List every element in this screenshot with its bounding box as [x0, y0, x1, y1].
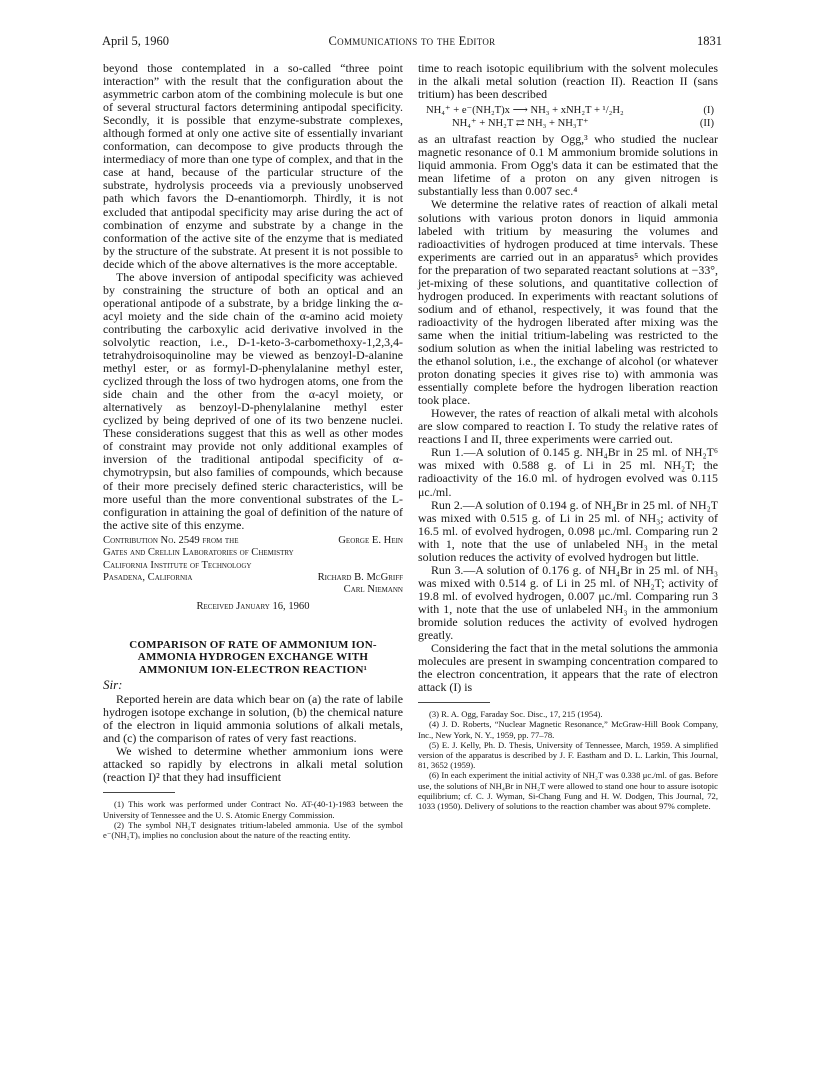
salutation: Sir: — [103, 676, 123, 692]
equation-label: (I) — [703, 105, 714, 117]
header-date: April 5, 1960 — [102, 34, 170, 48]
affiliation-line: Gates and Crellin Laboratories of Chemistry — [103, 547, 294, 559]
paragraph: beyond those contemplated in a so-called “three point interaction” with the result that the configuration about the asymmetric carbon atom of the combining molecule is but one of several structural factors determining antipodal specificity. Secondly, it is possible that enzyme-substrate complexes, although formed at only one active site of essentially invariant conformation, can decompose to give products through the intermediacy of more than one type of complex, and that in the case at hand, because of the particular structure of the substrate, hydrolysis proceeds via a previously unobserved path which favors the D-enantiomorph. Thirdly, it is not excluded that antipodal specificity may arise during the act of combination of enzyme and substrate by a change in the conformation of the active site of the enzyme that is mediated by the structure of the substrate. At present it is not possible to decide which of the above alternatives is the more acceptable. — [103, 61, 403, 271]
footnote: (5) E. J. Kelly, Ph. D. Thesis, University of Tennessee, March, 1959. A simplified version of the apparatus is described by J. F. Eastham and D. L. Larkin, This Journal, 81, 3652 (1959). — [418, 739, 718, 771]
equation-1 — [418, 104, 718, 117]
run-paragraph — [418, 446, 718, 498]
run-text: —A solution of 0.145 g. NH₄Br in 25 ml. of NH₂T⁶ was mixed with 0.588 g. of Li in 25 ml. NH₂T; the radioactivity of the 16.0 ml. of hydrogen evolved was 0.115 μc./ml. — [418, 445, 718, 499]
footnote: (3) R. A. Ogg, Faraday Soc. Disc., 17, 215 (1954). — [429, 709, 603, 720]
footnote: (4) J. D. Roberts, “Nuclear Magnetic Resonance,” McGraw-Hill Book Company, Inc., New York, N. Y., 1959, pp. 77–78. — [418, 719, 718, 740]
equations — [418, 104, 718, 130]
paragraph: Reported herein are data which bear on (a) the rate of labile hydrogen isotope exchange in solution, (b) the chemical nature of the electron in liquid ammonia solutions of alkali metals, and (c) the comparison of rates of very fast reactions. — [103, 692, 403, 746]
run-label: Run 2. — [431, 497, 463, 512]
footnotes — [418, 709, 718, 811]
header-page-number: 1831 — [697, 34, 722, 48]
equation-text: NH₄⁺ + e⁻(NH₂T)x ⟶ NH₃ + xNH₂T + ¹/₂H₂ — [426, 105, 624, 117]
header-section: Communications to the Editor — [328, 34, 496, 48]
author-name: George E. Hein — [338, 534, 403, 546]
author-name: Carl Niemann — [343, 584, 403, 596]
footnotes — [103, 799, 403, 840]
equation-text: NH₄⁺ + NH₂T ⇄ NH₃ + NH₃T⁺ — [452, 118, 589, 130]
equation-2 — [418, 117, 718, 130]
paragraph: We wished to determine whether ammonium ions were attacked so rapidly by electrons in alkali metal solution (reaction I)² that they had insufficient — [103, 744, 403, 785]
paragraph: The above inversion of antipodal specificity was achieved by constraining the structure of both an optical and an operational antipode of a substrate, by a bridge linking the α-acyl moiety and the side chain of the α-amino acid moiety contributing the carboxylic acid derivative involved in the solvolytic reaction, i.e., D-1-keto-3-carbomethoxy-1,2,3,4-tetrahydroisoquinoline may be viewed as benzoyl-D-alanine methyl ester, or as formyl-D-phenylalanine methyl ester, cyclized through the loss of two hydrogen atoms, one from the side chain and the other from the α-acyl moiety, or alternatively as benzoyl-D-phenylalanine methyl ester cyclized by being deprived of one of its two benzene nuclei. These considerations suggest that this as well as other modes of constraint may provide not only additional examples of inversion of the traditional antipodal specificity of α-chymotrypsin, but also families of compounds, which because of their more precisely defined steric characteristics, will be more useful than the more conventional substrates of the L-configuration in attaining the goal of definition of the nature of the active site of this enzyme. — [103, 269, 403, 532]
run-label: Run 3. — [431, 562, 464, 577]
affiliation-line: California Institute of Technology — [103, 559, 252, 571]
received-date: Received January 16, 1960 — [196, 600, 310, 612]
location-line: Pasadena, California — [103, 571, 193, 583]
author-name: Richard B. McGriff — [317, 571, 403, 583]
contribution-line: Contribution No. 2549 from the — [103, 534, 239, 546]
run-label: Run 1. — [431, 445, 464, 460]
footnote: (6) In each experiment the initial activity of NH₂T was 0.338 μc./ml. of gas. Before use, the solutions of NH₄Br in NH₂T were allowed to stand one hour to assure isotopic equilibrium; cf. C. J. Wyman, Si-Chang Fung and H. W. Dodgen, This Journal, 72, 1033 (1950). Delivery of solutions to the reaction chamber was about 97% complete. — [418, 770, 718, 812]
footnote-divider — [418, 702, 490, 703]
run-paragraph — [418, 564, 718, 642]
footnote: (1) This work was performed under Contract No. AT-(40-1)-1983 between the University of Tennessee and the U. S. Atomic Energy Commission. — [103, 799, 403, 820]
footnote-divider — [103, 792, 175, 793]
running-header — [102, 34, 722, 54]
left-column — [103, 62, 403, 840]
run-paragraph — [418, 499, 718, 564]
right-column — [418, 62, 718, 811]
paragraph: as an ultrafast reaction by Ogg,³ who studied the nuclear magnetic resonance of 0.1 M ammonium bromide solutions in liquid ammonia. From Ogg's data it can be estimated that the mean lifetime of a proton on any given nitrogen is substantially less than 0.007 sec.⁴ — [418, 132, 718, 199]
paragraph: time to reach isotopic equilibrium with the solvent molecules in the alkali metal solution (reaction II). Reaction II (sans tritium) has been described — [418, 61, 718, 102]
equation-label: (II) — [699, 118, 714, 130]
paragraph: Considering the fact that in the metal solutions the ammonia molecules are present in swamping concentration compared to the electron concentration, it appears that the rate of electron attack (I) is — [418, 641, 718, 695]
article-title: COMPARISON OF RATE OF AMMONIUM ION-AMMONIA HYDROGEN EXCHANGE WITH AMMONIUM ION-ELECTRON REACTION¹ — [129, 638, 377, 676]
paragraph: However, the rates of reaction of alkali metal with alcohols are slow compared to reaction I. To study the relative rates of reactions I and II, three experiments were carried out. — [418, 406, 718, 447]
footnote: (2) The symbol NH₂T designates tritium-labeled ammonia. Use of the symbol e⁻(NH₂T)ₓ implies no conclusion about the nature of the reacting entity. — [103, 819, 403, 840]
run-text: —A solution of 0.176 g. of NH₄Br in 25 ml. of NH₃ was mixed with 0.514 g. of Li in 25 ml. of NH₂T; activity of 19.8 ml. of evolved hydrogen, 0.007 μc./ml. Comparing run 3 with 1, note that the use of unlabeled NH₃ in the ammonium bromide solution reduces the activity of evolved hydrogen greatly. — [418, 562, 719, 643]
paragraph: We determine the relative rates of reaction of alkali metal solutions with various proton donors in liquid ammonia labeled with tritium by measuring the volumes and radioactivities of hydrogen produced at time intervals. These experiments are carried out in an apparatus⁵ which provides for the preparation of two separated reactant solutions at −33°, jet-mixing of these solutions, and quantitative collection of hydrogen produced. In experiments with reactant solutions of sodium and of ethanol, respectively, it was found that the radioactivity of the hydrogen liberated after mixing was the same when the initial tritium-labeling was restricted to the sodium solution as when the initial labeling was restricted to the ethanol solution, i.e., the exchange of alcohol (or whatever proton donating species it gives rise to) with ammonia was essentially complete before the hydrogen liberation reaction took place. — [418, 197, 718, 408]
author-signature — [103, 535, 403, 597]
run-text: —A solution of 0.194 g. of NH₄Br in 25 ml. of NH₂T was mixed with 0.515 g. of Li in 25 ml. of NH₃; activity of 16.5 ml. of evolved hydrogen, 0.098 μc./ml. Comparing run 2 with 1, note that the use of unlabeled NH₃ in the metal solution reduces the activity of evolved hydrogen but little. — [418, 497, 718, 564]
